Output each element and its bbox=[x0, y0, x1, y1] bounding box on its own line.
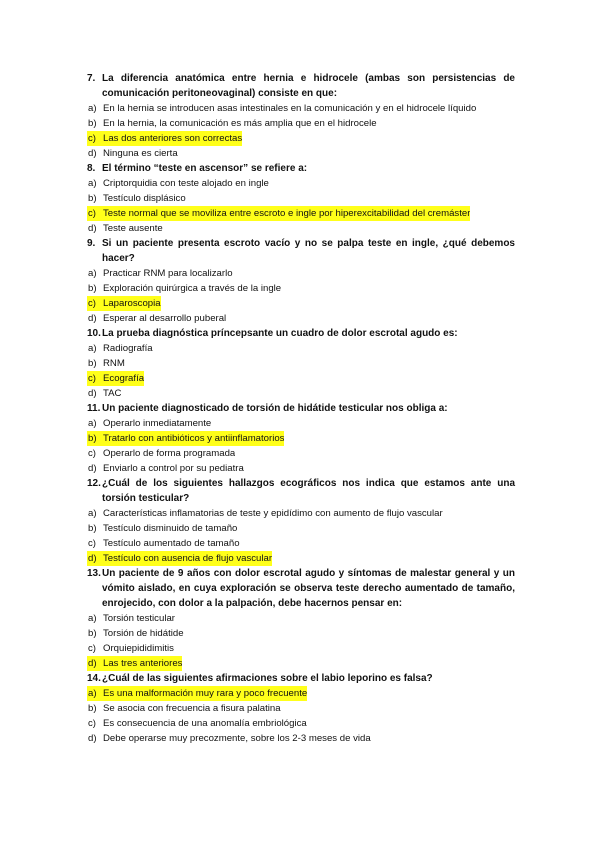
answer-option bbox=[87, 536, 515, 551]
option-text: Testículo displásico bbox=[103, 193, 186, 204]
question-block bbox=[87, 566, 515, 671]
question-number: 14. bbox=[87, 673, 101, 684]
option-letter: c) bbox=[88, 643, 96, 654]
option-text: Enviarlo a control por su pediatra bbox=[103, 463, 244, 474]
question-number: 10. bbox=[87, 328, 101, 339]
answer-option bbox=[87, 641, 515, 656]
option-text: Teste normal que se moviliza entre escroto e ingle por hiperexcitabilidad del cremáster bbox=[103, 208, 471, 219]
option-letter: b) bbox=[88, 283, 97, 294]
option-text: Las dos anteriores son correctas bbox=[103, 133, 243, 144]
question-heading bbox=[87, 566, 515, 611]
option-letter: c) bbox=[87, 131, 103, 146]
question-block bbox=[87, 326, 515, 401]
question-block bbox=[87, 71, 515, 161]
option-letter: c) bbox=[88, 718, 96, 729]
question-heading bbox=[87, 476, 515, 506]
answer-option bbox=[87, 101, 515, 116]
option-letter: d) bbox=[88, 388, 97, 399]
question-number: 11. bbox=[87, 403, 101, 414]
option-text: Testículo con ausencia de flujo vascular bbox=[103, 553, 273, 564]
option-letter: c) bbox=[88, 538, 96, 549]
question-heading bbox=[87, 236, 515, 266]
answer-option bbox=[87, 521, 515, 536]
question-text: La diferencia anatómica entre hernia e hidrocele (ambas son persistencias de comunicación peritoneovaginal) consiste en que: bbox=[102, 73, 515, 99]
answer-option bbox=[87, 731, 515, 746]
option-text: Exploración quirúrgica a través de la ingle bbox=[103, 283, 282, 294]
option-text: Criptorquidia con teste alojado en ingle bbox=[103, 178, 269, 189]
answer-option bbox=[87, 416, 515, 431]
question-text: Un paciente diagnosticado de torsión de hidátide testicular nos obliga a: bbox=[102, 403, 448, 414]
option-text: Orquiepididimitis bbox=[103, 643, 174, 654]
answer-option-highlighted bbox=[87, 686, 515, 701]
question-text: La prueba diagnóstica príncepsante un cuadro de dolor escrotal agudo es: bbox=[102, 328, 458, 339]
option-letter: b) bbox=[88, 628, 97, 639]
answer-option bbox=[87, 176, 515, 191]
question-list bbox=[87, 71, 515, 746]
answer-option bbox=[87, 461, 515, 476]
option-letter: a) bbox=[87, 686, 103, 701]
answer-option bbox=[87, 311, 515, 326]
answer-option-highlighted bbox=[87, 371, 515, 386]
option-letter: a) bbox=[88, 103, 97, 114]
question-block bbox=[87, 236, 515, 326]
option-text: Testículo aumentado de tamaño bbox=[103, 538, 240, 549]
answer-option-highlighted bbox=[87, 206, 515, 221]
option-text: Es una malformación muy rara y poco frecuente bbox=[103, 688, 308, 699]
answer-option-highlighted bbox=[87, 131, 515, 146]
answer-option-highlighted bbox=[87, 296, 515, 311]
answer-option bbox=[87, 716, 515, 731]
option-text: Torsión testicular bbox=[103, 613, 175, 624]
question-text: ¿Cuál de las siguientes afirmaciones sobre el labio leporino es falsa? bbox=[102, 673, 433, 684]
option-letter: d) bbox=[87, 551, 103, 566]
option-letter: d) bbox=[88, 733, 97, 744]
option-text: En la hernia se introducen asas intestinales en la comunicación y en el hidrocele líquido bbox=[103, 103, 477, 114]
question-heading bbox=[87, 671, 515, 686]
option-text: Características inflamatorias de teste y epidídimo con aumento de flujo vascular bbox=[103, 508, 443, 519]
option-letter: c) bbox=[87, 206, 103, 221]
option-text: Esperar al desarrollo puberal bbox=[103, 313, 227, 324]
answer-option bbox=[87, 446, 515, 461]
option-text: Operarlo inmediatamente bbox=[103, 418, 212, 429]
option-text: Testículo disminuido de tamaño bbox=[103, 523, 238, 534]
option-text: Radiografía bbox=[103, 343, 153, 354]
answer-option-highlighted bbox=[87, 431, 515, 446]
option-text: RNM bbox=[103, 358, 125, 369]
option-letter: d) bbox=[88, 463, 97, 474]
answer-option bbox=[87, 341, 515, 356]
answer-option bbox=[87, 146, 515, 161]
answer-option-highlighted bbox=[87, 656, 515, 671]
question-block bbox=[87, 476, 515, 566]
option-letter: d) bbox=[88, 148, 97, 159]
option-text: Es consecuencia de una anomalía embriológica bbox=[103, 718, 307, 729]
option-letter: a) bbox=[88, 508, 97, 519]
question-number: 12. bbox=[87, 478, 101, 489]
option-letter: b) bbox=[88, 703, 97, 714]
option-letter: c) bbox=[88, 448, 96, 459]
option-text: Debe operarse muy precozmente, sobre los 2-3 meses de vida bbox=[103, 733, 371, 744]
answer-option bbox=[87, 356, 515, 371]
option-text: Las tres anteriores bbox=[103, 658, 183, 669]
question-heading bbox=[87, 71, 515, 101]
question-number: 8. bbox=[87, 163, 96, 174]
option-text: Teste ausente bbox=[103, 223, 163, 234]
answer-option bbox=[87, 386, 515, 401]
option-text: Ninguna es cierta bbox=[103, 148, 178, 159]
option-letter: d) bbox=[88, 313, 97, 324]
question-heading bbox=[87, 326, 515, 341]
option-letter: c) bbox=[87, 296, 103, 311]
question-block bbox=[87, 161, 515, 236]
option-text: Operarlo de forma programada bbox=[103, 448, 236, 459]
question-heading bbox=[87, 401, 515, 416]
option-text: Ecografía bbox=[103, 373, 145, 384]
option-text: Se asocia con frecuencia a fisura palatina bbox=[103, 703, 281, 714]
question-heading bbox=[87, 161, 515, 176]
option-letter: b) bbox=[88, 193, 97, 204]
option-letter: d) bbox=[87, 656, 103, 671]
answer-option bbox=[87, 611, 515, 626]
option-letter: a) bbox=[88, 343, 97, 354]
option-text: Tratarlo con antibióticos y antiinflamatorios bbox=[103, 433, 285, 444]
answer-option bbox=[87, 281, 515, 296]
question-number: 7. bbox=[87, 73, 96, 84]
option-letter: c) bbox=[87, 371, 103, 386]
answer-option bbox=[87, 266, 515, 281]
answer-option bbox=[87, 701, 515, 716]
option-text: TAC bbox=[103, 388, 122, 399]
option-letter: a) bbox=[88, 178, 97, 189]
option-text: Laparoscopia bbox=[103, 298, 161, 309]
option-letter: d) bbox=[88, 223, 97, 234]
question-number: 13. bbox=[87, 568, 101, 579]
option-letter: a) bbox=[88, 268, 97, 279]
option-letter: a) bbox=[88, 418, 97, 429]
option-letter: b) bbox=[88, 118, 97, 129]
answer-option bbox=[87, 116, 515, 131]
question-text: Un paciente de 9 años con dolor escrotal agudo y síntomas de malestar general y un vómito aislado, en cuya exploración se observa teste derecho aumentado de tamaño, enrojecido, con dolor a la palpación, debe hacernos pensar en: bbox=[102, 568, 515, 609]
answer-option bbox=[87, 221, 515, 236]
option-text: Torsión de hidátide bbox=[103, 628, 184, 639]
question-text: El término “teste en ascensor” se refiere a: bbox=[102, 163, 308, 174]
question-text: ¿Cuál de los siguientes hallazgos ecográficos nos indica que estamos ante una torsión testicular? bbox=[102, 478, 515, 504]
question-block bbox=[87, 671, 515, 746]
answer-option bbox=[87, 506, 515, 521]
answer-option-highlighted bbox=[87, 551, 515, 566]
answer-option bbox=[87, 191, 515, 206]
option-letter: b) bbox=[88, 523, 97, 534]
option-text: Practicar RNM para localizarlo bbox=[103, 268, 233, 279]
question-number: 9. bbox=[87, 238, 96, 249]
option-letter: b) bbox=[88, 358, 97, 369]
question-text: Si un paciente presenta escroto vacío y no se palpa teste en ingle, ¿qué debemos hacer? bbox=[102, 238, 515, 264]
answer-option bbox=[87, 626, 515, 641]
option-text: En la hernia, la comunicación es más amplia que en el hidrocele bbox=[103, 118, 377, 129]
option-letter: a) bbox=[88, 613, 97, 624]
question-block bbox=[87, 401, 515, 476]
option-letter: b) bbox=[87, 431, 103, 446]
